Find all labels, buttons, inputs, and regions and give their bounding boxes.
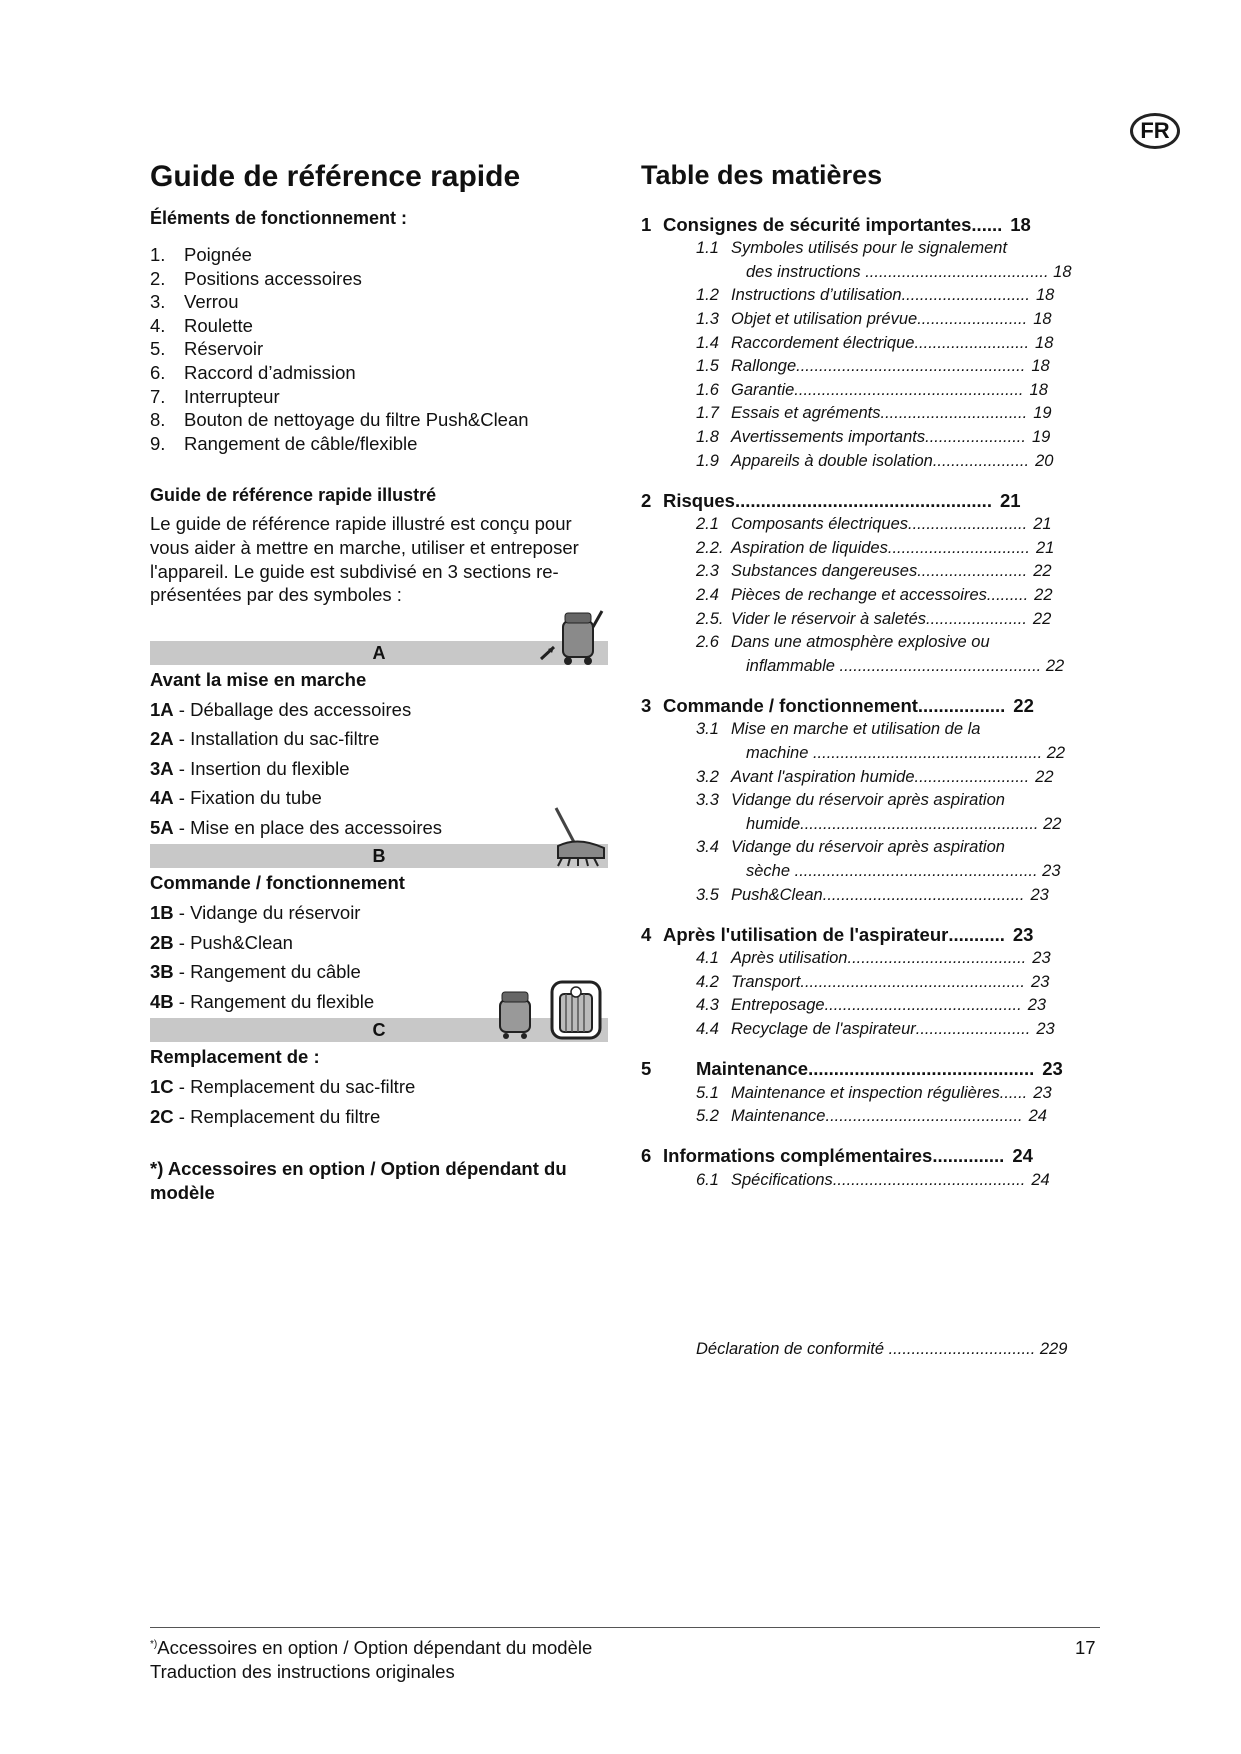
toc-sub-number: 2.1 xyxy=(696,515,719,534)
toc-chapter-page: 22 xyxy=(1013,695,1034,717)
section-item-code: 2B xyxy=(150,931,174,953)
toc-sub-dots: ....................................... xyxy=(847,949,1027,968)
toc-chapter-number: 2 xyxy=(641,489,652,511)
toc-sub-continuation: humide.................................................... 22 xyxy=(746,814,1062,833)
toc-sub-label: Symboles utilisés pour le signalement xyxy=(731,239,1008,258)
toc-sub-number: 1.8 xyxy=(696,428,719,447)
toc-subsection[interactable] xyxy=(641,426,1201,450)
toc-subsection[interactable] xyxy=(641,237,1201,261)
toc-subsection[interactable] xyxy=(641,449,1201,473)
section-item-code: 4B xyxy=(150,990,174,1012)
footer-note-text: Accessoires en option / Option dépendant du modèle xyxy=(157,1637,593,1658)
item-label: Poignée xyxy=(184,244,252,265)
toc-sub-label: Composants électriques xyxy=(731,515,909,534)
toc-sub-dots: ........................................... xyxy=(824,996,1022,1015)
section-item-code: 3A xyxy=(150,757,174,779)
toc-chapter[interactable] xyxy=(641,923,1201,947)
toc-sub-page: 18 xyxy=(1033,310,1052,329)
toc-sub-label: Vidange du réservoir après aspiration xyxy=(731,791,1005,810)
item-number: 7. xyxy=(150,385,166,407)
section-item-code: 2A xyxy=(150,728,174,750)
section-bar-b xyxy=(150,844,608,868)
item-label: Réservoir xyxy=(184,338,264,360)
toc-sub-label: Appareils à double isolation xyxy=(731,451,933,470)
item-number: 5. xyxy=(150,338,166,360)
toc-sub-continuation: des instructions ........................................ 18 xyxy=(746,262,1072,281)
toc-sub-label: Spécifications xyxy=(731,1170,833,1189)
toc-sub-label: Mise en marche et utilisation de la xyxy=(731,720,981,739)
toc-sub-number: 1.6 xyxy=(696,380,719,399)
toc-sub-page: 23 xyxy=(1033,1083,1052,1102)
toc-subsection[interactable] xyxy=(641,584,1201,608)
section-letter: C xyxy=(372,1020,386,1041)
language-badge: FR xyxy=(1130,113,1180,149)
item-number: 2. xyxy=(150,267,166,289)
section-item-code: 1B xyxy=(150,902,174,924)
toc-sub-number: 4.4 xyxy=(696,1019,719,1038)
toc-title: Table des matières xyxy=(641,160,883,190)
toc-sub-number: 1.2 xyxy=(696,286,719,305)
list-item xyxy=(150,361,610,385)
toc-sub-page: 23 xyxy=(1030,885,1049,904)
toc-chapter[interactable] xyxy=(641,1057,1201,1081)
footnote-mark: *) xyxy=(150,1638,158,1650)
toc-sub-label: Dans une atmosphère explosive ou xyxy=(731,633,990,652)
toc-sub-dots: ................................................. xyxy=(800,972,1026,991)
toc-sub-label: Après utilisation xyxy=(731,949,848,968)
toc-sub-number: 3.5 xyxy=(696,885,719,904)
section-item-code: 1C xyxy=(150,1076,174,1098)
section-item[interactable] xyxy=(150,754,610,784)
section-item-code: 5A xyxy=(150,816,174,838)
toc-sub-label: Raccordement électrique xyxy=(731,333,915,352)
toc-sub-page: 22 xyxy=(1034,586,1053,605)
section-item[interactable] xyxy=(150,724,610,754)
toc-sub-number: 4.1 xyxy=(696,949,719,968)
quick-reference-column xyxy=(150,160,610,1204)
item-number: 4. xyxy=(150,314,166,336)
toc-sub-number: 1.1 xyxy=(696,239,719,258)
toc-sub-dots: ............................................ xyxy=(822,885,1025,904)
toc-sub-number: 2.2. xyxy=(696,538,724,557)
item-label: Verrou xyxy=(184,291,239,313)
item-label: Rangement de câble/flexible xyxy=(184,432,418,454)
toc-subsection[interactable] xyxy=(641,1168,1201,1192)
toc-sub-label: Push&Clean xyxy=(731,885,823,904)
section-item-text: - Fixation du tube xyxy=(173,787,322,809)
section-item-text: - Vidange du réservoir xyxy=(173,902,361,924)
toc-sub-label: Transport xyxy=(731,972,801,991)
toc-chapter-page: 21 xyxy=(999,489,1021,511)
section-bar-c xyxy=(150,1018,608,1042)
toc-sub-dots: ......................... xyxy=(915,1019,1031,1038)
toc-body xyxy=(641,213,1201,1208)
toc-chapter-dots: ................. xyxy=(917,695,1006,717)
page-number: 17 xyxy=(1075,1637,1096,1658)
toc-chapter-dots: ...... xyxy=(971,214,1003,235)
item-label: Roulette xyxy=(184,314,253,336)
list-item xyxy=(150,267,610,291)
item-number: 8. xyxy=(150,409,166,431)
toc-subsection[interactable] xyxy=(641,284,1201,308)
sections xyxy=(150,641,610,1132)
toc-sub-page: 23 xyxy=(1032,949,1051,968)
toc-sub-page: 24 xyxy=(1031,1170,1050,1189)
list-item xyxy=(150,314,610,338)
toc-subsection[interactable] xyxy=(641,1018,1201,1042)
section-b-illustration-icon xyxy=(548,806,608,874)
elements-list xyxy=(150,243,610,455)
toc-sub-page: 24 xyxy=(1028,1107,1047,1126)
toc-subsection[interactable] xyxy=(641,537,1201,561)
toc-chapter-label: Maintenance xyxy=(696,1058,809,1080)
toc-chapter-number: 5 xyxy=(641,1058,652,1080)
toc-chapter-label: Risques xyxy=(663,489,735,511)
toc-sub-dots: ............................... xyxy=(887,538,1030,557)
toc-sub-page: 21 xyxy=(1033,515,1052,534)
list-item xyxy=(150,243,610,267)
toc-sub-number: 1.9 xyxy=(696,451,719,470)
toc-subsection[interactable] xyxy=(641,379,1201,403)
toc-sub-number: 4.3 xyxy=(696,996,719,1015)
toc-sub-page: 22 xyxy=(1033,562,1052,581)
section-item-code: 3B xyxy=(150,961,174,983)
toc-sub-continuation: machine .................................................. 22 xyxy=(746,743,1066,762)
toc-subsection[interactable] xyxy=(641,513,1201,537)
toc-subsection[interactable] xyxy=(641,1081,1201,1105)
toc-sub-label: Vidange du réservoir après aspiration xyxy=(731,838,1005,857)
section-item[interactable] xyxy=(150,1072,610,1102)
section-heading: Remplacement de : xyxy=(150,1046,320,1068)
toc-sub-number: 2.5. xyxy=(696,609,724,628)
toc-sub-page: 19 xyxy=(1031,428,1051,447)
accessories-footnote: *) Accessoires en option / Option dépendant du modèle xyxy=(150,1158,567,1203)
section-item-text: - Rangement du câble xyxy=(173,961,361,983)
toc-sub-label: Substances dangereuses xyxy=(731,562,918,581)
toc-conformity[interactable]: Déclaration de conformité ................................ 229 xyxy=(696,1340,1068,1358)
section-item-code: 1A xyxy=(150,698,174,720)
toc-chapter-dots: .................................................. xyxy=(734,489,992,511)
toc-subsection[interactable] xyxy=(641,765,1201,789)
toc-sub-page: 21 xyxy=(1035,538,1055,557)
page-title: Guide de référence rapide xyxy=(150,160,521,193)
toc-sub-dots: ................................ xyxy=(880,404,1028,423)
item-number: 1. xyxy=(150,244,166,265)
illustrated-heading: Guide de référence rapide illustré xyxy=(150,485,437,506)
toc-chapter-label: Après l'utilisation de l'aspirateur xyxy=(663,923,949,945)
section-c-illustration-icon xyxy=(494,980,604,1048)
toc-chapter-label: Informations complémentaires xyxy=(663,1145,933,1167)
toc-chapter-page: 23 xyxy=(1042,1058,1063,1080)
toc-sub-label: Avertissements importants xyxy=(731,428,926,447)
toc-sub-dots: ......................... xyxy=(914,767,1030,786)
section-bar-a xyxy=(150,641,608,665)
toc-sub-page: 23 xyxy=(1031,972,1050,991)
toc-sub-label: Garantie xyxy=(731,380,795,399)
toc-chapter[interactable] xyxy=(641,694,1201,718)
toc-subsection[interactable] xyxy=(641,789,1201,813)
toc-sub-number: 5.1 xyxy=(696,1083,719,1102)
toc-sub-dots: ...... xyxy=(999,1083,1028,1102)
toc-sub-dots: ......... xyxy=(986,586,1029,605)
toc-subsection[interactable] xyxy=(641,402,1201,426)
toc-sub-continuation: sèche ..................................................... 23 xyxy=(746,861,1061,880)
toc-sub-number: 3.2 xyxy=(696,767,719,786)
item-label: Raccord d’admission xyxy=(184,361,356,383)
toc-sub-dots: .................................................. xyxy=(796,357,1026,376)
toc-sub-number: 1.5 xyxy=(696,357,719,376)
list-item xyxy=(150,385,610,409)
toc-sub-number: 3.1 xyxy=(696,720,719,739)
toc-chapter-number: 1 xyxy=(641,214,652,235)
toc-sub-number: 3.3 xyxy=(696,791,719,810)
toc-sub-continuation: inflammable ............................................ 22 xyxy=(746,656,1065,675)
section-item-text: - Remplacement du sac-filtre xyxy=(173,1076,416,1098)
list-item xyxy=(150,290,610,314)
toc-subsection[interactable] xyxy=(641,308,1201,332)
toc-chapter-page: 24 xyxy=(1012,1145,1033,1167)
toc-sub-label: Instructions d’utilisation xyxy=(731,286,902,305)
toc-sub-label: Aspiration de liquides xyxy=(731,538,888,557)
section-heading: Commande / fonctionnement xyxy=(150,872,405,894)
toc-subsection[interactable] xyxy=(641,994,1201,1018)
toc-sub-number: 2.3 xyxy=(696,562,719,581)
section-item-text: - Push&Clean xyxy=(173,931,293,953)
section-item-text: - Mise en place des accessoires xyxy=(173,816,443,838)
toc-sub-number: 2.4 xyxy=(696,586,719,605)
toc-subsection[interactable] xyxy=(641,331,1201,355)
footer-divider xyxy=(150,1627,1100,1628)
list-item xyxy=(150,408,610,432)
toc-sub-label: Avant l'aspiration humide xyxy=(731,767,915,786)
toc-sub-number: 1.4 xyxy=(696,333,719,352)
toc-chapter-label: Commande / fonctionnement xyxy=(663,695,918,717)
toc-sub-label: Objet et utilisation prévue xyxy=(731,310,918,329)
toc-sub-dots: .......................................... xyxy=(832,1170,1026,1189)
section-item-text: - Insertion du flexible xyxy=(173,757,350,779)
section-heading: Avant la mise en marche xyxy=(150,668,367,690)
section-item[interactable] xyxy=(150,898,610,928)
toc-chapter-number: 6 xyxy=(641,1145,652,1167)
toc-sub-label: Pièces de rechange et accessoires xyxy=(731,586,987,605)
toc-sub-dots: ...................... xyxy=(925,428,1026,447)
elements-heading: Éléments de fonctionnement : xyxy=(150,208,408,228)
section-item-code: 4A xyxy=(150,787,174,809)
toc-sub-dots: ..................... xyxy=(932,451,1030,470)
footer-note xyxy=(150,1637,592,1659)
toc-sub-page: 19 xyxy=(1033,404,1052,423)
toc-subsection[interactable] xyxy=(641,355,1201,379)
toc-sub-dots: ........................ xyxy=(917,310,1028,329)
toc-sub-dots: ......................... xyxy=(914,333,1030,352)
section-item[interactable] xyxy=(150,695,610,725)
section-item-text: - Installation du sac-filtre xyxy=(173,728,380,750)
toc-sub-number: 6.1 xyxy=(696,1170,719,1189)
toc-sub-page: 23 xyxy=(1036,1019,1055,1038)
toc-sub-number: 5.2 xyxy=(696,1107,719,1126)
toc-chapter-label: Consignes de sécurité importantes xyxy=(663,214,972,235)
footer-translation: Traduction des instructions originales xyxy=(150,1661,455,1682)
toc-chapter-number: 3 xyxy=(641,695,652,717)
toc-chapter[interactable] xyxy=(641,1144,1201,1168)
section-item-code: 2C xyxy=(150,1105,174,1127)
toc-subsection[interactable] xyxy=(641,883,1201,907)
section-item[interactable] xyxy=(150,928,610,958)
toc-chapter-page: 23 xyxy=(1012,923,1034,945)
toc-sub-page: 18 xyxy=(1031,357,1050,376)
toc-sub-number: 1.7 xyxy=(696,404,719,423)
toc-sub-page: 18 xyxy=(1029,380,1048,399)
section-item-text: - Rangement du flexible xyxy=(173,990,375,1012)
section-item[interactable] xyxy=(150,1102,610,1132)
item-label: Positions accessoires xyxy=(184,267,362,289)
toc-chapter-dots: .............. xyxy=(932,1145,1005,1167)
toc-sub-dots: ............................ xyxy=(901,286,1030,305)
list-item xyxy=(150,432,610,456)
item-number: 3. xyxy=(150,291,166,313)
toc-subsection[interactable] xyxy=(641,631,1201,655)
toc-sub-dots: .................................................. xyxy=(794,380,1024,399)
toc-chapter-page: 18 xyxy=(1010,214,1031,235)
toc-sub-dots: ........................ xyxy=(917,562,1028,581)
toc-sub-page: 18 xyxy=(1035,333,1054,352)
section-item[interactable] xyxy=(150,813,610,843)
toc-subsection[interactable] xyxy=(641,1105,1201,1129)
list-item xyxy=(150,337,610,361)
toc-sub-page: 23 xyxy=(1027,996,1047,1015)
section-letter: A xyxy=(372,642,386,663)
section-a-illustration-icon xyxy=(538,607,608,675)
toc-subsection[interactable] xyxy=(641,970,1201,994)
toc-chapter-dots: ........... xyxy=(948,923,1005,945)
section-item-text: - Déballage des accessoires xyxy=(173,698,412,720)
toc-sub-number: 4.2 xyxy=(696,972,719,991)
table-of-contents xyxy=(641,160,1201,1208)
item-number: 6. xyxy=(150,361,166,383)
toc-sub-label: Vider le réservoir à saletés xyxy=(731,609,927,628)
toc-sub-page: 22 xyxy=(1032,609,1052,628)
toc-sub-label: Essais et agréments xyxy=(731,404,881,423)
toc-sub-label: Rallonge xyxy=(731,357,797,376)
toc-sub-number: 3.4 xyxy=(696,838,719,857)
toc-subsection[interactable] xyxy=(641,947,1201,971)
toc-sub-dots: ...................... xyxy=(926,609,1027,628)
item-number: 9. xyxy=(150,432,166,454)
toc-chapter-dots: ............................................ xyxy=(808,1058,1035,1080)
toc-sub-number: 1.3 xyxy=(696,310,719,329)
toc-chapter[interactable] xyxy=(641,489,1201,513)
item-label: Bouton de nettoyage du filtre Push&Clean xyxy=(184,409,529,431)
toc-sub-number: 2.6 xyxy=(696,633,719,652)
item-label: Interrupteur xyxy=(184,385,280,407)
toc-subsection[interactable] xyxy=(641,560,1201,584)
toc-sub-label: Maintenance et inspection régulières xyxy=(731,1083,1000,1102)
toc-chapter[interactable] xyxy=(641,213,1201,237)
toc-sub-page: 20 xyxy=(1035,451,1054,470)
illustrated-text: Le guide de référence rapide illustré est conçu pour vous aider à mettre en marche, utiliser et entreposer l'appareil. Le guide est subdivisé en 3 sections re-présentées par des symboles : xyxy=(150,513,579,606)
toc-sub-dots: ........................................... xyxy=(825,1107,1023,1126)
toc-subsection[interactable] xyxy=(641,718,1201,742)
toc-subsection[interactable] xyxy=(641,836,1201,860)
section-letter: B xyxy=(372,846,386,867)
toc-sub-page: 22 xyxy=(1035,767,1054,786)
toc-sub-dots: .......................... xyxy=(908,515,1028,534)
toc-sub-label: Entreposage xyxy=(731,996,825,1015)
section-item-text: - Remplacement du filtre xyxy=(173,1105,381,1127)
toc-chapter-number: 4 xyxy=(641,923,652,945)
toc-sub-page: 18 xyxy=(1035,286,1055,305)
toc-subsection[interactable] xyxy=(641,607,1201,631)
section-item[interactable] xyxy=(150,783,610,813)
toc-sub-label: Maintenance xyxy=(731,1107,826,1126)
toc-sub-label: Recyclage de l'aspirateur xyxy=(731,1019,916,1038)
